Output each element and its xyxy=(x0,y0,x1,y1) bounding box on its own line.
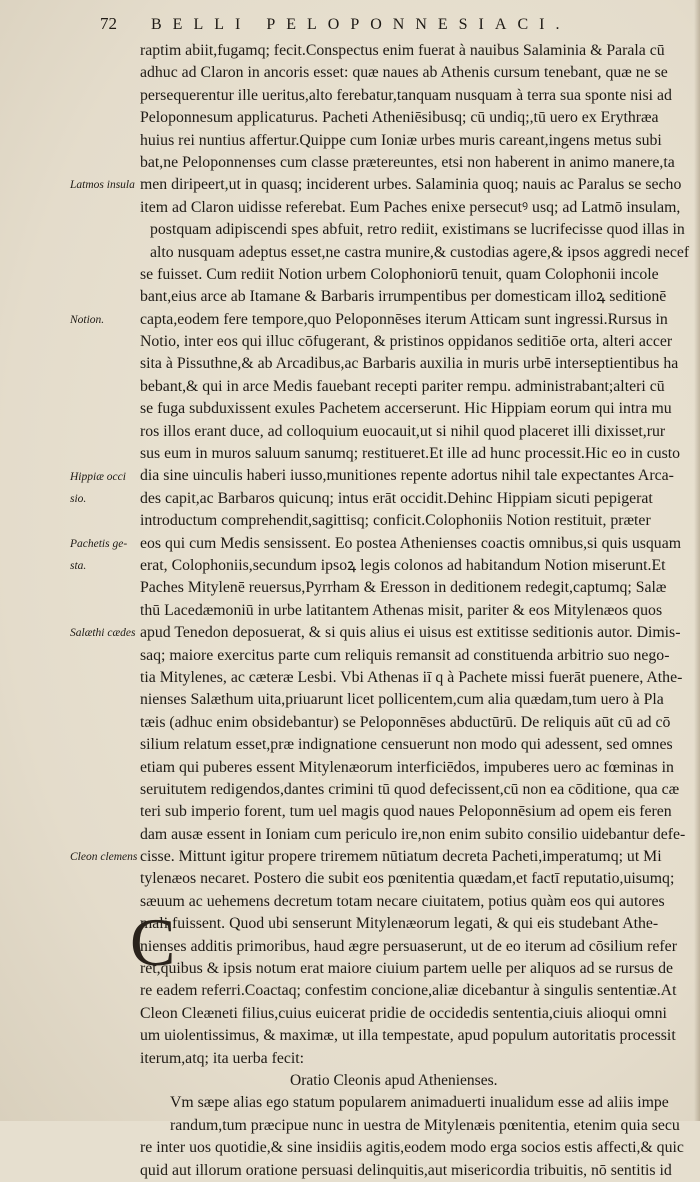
text-line: Notio, inter eos qui illuc cōfugerant, & pristinos oppidanos seditiōe orta, alteri accer xyxy=(140,333,673,351)
text-line: item ad Claron uidisse referebat. Eum Paches enixe persecutꝰ usq; ad Latmō insulam, xyxy=(140,198,681,216)
margin-note: Notion. xyxy=(70,313,105,326)
text-line: des capit,ac Barbaros quicunq; intus erāt occidit.Dehinc Hippiam sicuti pepigerat xyxy=(140,489,653,507)
text-line: um uiolentissimus, & maximæ, ut illa tempestate, apud populum autoritatis processit xyxy=(140,1027,676,1045)
margin-note: Pachetis ge- xyxy=(70,537,128,550)
text-line: etiam qui puberes essent Mitylenæorum interficiēdos, impuberes uero ac fœminas in xyxy=(140,758,674,776)
text-line: tæis (adhuc enim obsidebantur) se Peloponnēses abductūrū. De reliquis aūt cū ad cō xyxy=(140,713,671,731)
text-line: nienses Salæthum uita,priuarunt licet pollicentem,cum alia quædam,tum uero à Pla xyxy=(140,691,664,709)
text-line: men diripeert,ut in quasq; inciderent urbes. Salaminia quoq; nauis ac Paralus se secho xyxy=(140,176,682,194)
text-line: tylenæos necaret. Postero die subit eos pœnitentia quædam,et factī reputatio,uisumq; xyxy=(140,870,675,888)
text-line: se fuisset. Cum rediit Notion urbem Colophoniorū tenuit, quam Colophonii incole xyxy=(140,265,659,283)
text-line: thū Lacedæmoniū in urbe latitantem Athenas misit, pariter & eos Mitylenæos quos xyxy=(140,601,663,619)
text-line: dam ausæ essent in Ioniam cum periculo ire,non enim subito consilio uidebantur defe- xyxy=(140,825,686,843)
margin-notes xyxy=(0,0,140,1121)
margin-note: Hippiæ occi xyxy=(70,470,126,483)
text-line: Peloponnesum applicaturus. Pacheti Atheniēsibusq; cū undiq;,tū uero ex Erythræa xyxy=(140,109,659,127)
text-line: raptim abiit,fugamq; fecit.Conspectus enim fuerat à nauibus Salaminia & Parala cū xyxy=(140,42,665,59)
text-line: bat,ne Peloponnenses cum classe prætereuntes, etsi non haberent in animo manere,ta xyxy=(140,153,675,171)
text-line: introductum comprehendit,sagittisq; conficit.Colophoniis Notion restituit, præter xyxy=(140,512,651,530)
text-line: persequerentur ille ueritus,alto ferebatur,tanquam nusquam à terra sua sponte nisi ad xyxy=(140,86,672,104)
oration-line: randum,tum præcipue nunc in uestra de Mitylenæis pœnitentia, etenim quia secu xyxy=(170,1116,680,1134)
text-line: postquam adipiscendi spes abfuit, retro rediit, existimans se lucrifecisse quod illas in xyxy=(150,221,685,239)
text-line: re eadem referri.Coactaq; confestim concione,aliæ dicebantur à singulis sententiæ.At xyxy=(140,982,677,1000)
text-line: Cleon Cleæneti filius,cuius euicerat pridie de occidedis sententia,ciuis alioqui omni xyxy=(140,1004,667,1022)
text-line: alto nusquam adeptus esset,ne castra munire,& custodias agere,& ipsos aggredi necef xyxy=(150,243,690,261)
text-line: rēt,quibus & ipsis notum erat maiore ciuium partem uelle per aliquos ad se rursus de xyxy=(140,960,674,978)
text-line: nienses additis primoribus, haud ægre persuaserunt, ut de eo iterum ad cōsilium refer xyxy=(140,937,677,955)
margin-note: Cleon clemens xyxy=(70,851,138,864)
oration-title: Oratio Cleonis apud Athenienses. xyxy=(290,1071,498,1089)
text-line: silium relatum esset,præ indignatione censuerunt non modo qui adessent, sed omnes xyxy=(140,736,673,754)
text-line: bebant,& qui in arce Medis fauebant recepti pariter rempu. administrabant;alteri cū xyxy=(140,377,665,395)
text-line: capta,eodem fere tempore,quo Peloponnēses iterum Atticam sunt ingressi.Rursus in xyxy=(140,310,668,328)
margin-note: sio. xyxy=(70,493,87,505)
text-line: dia sine uinculis haberi iusso,munitiones repente adortus nihil tale expectantes Arca- xyxy=(140,467,674,485)
text-line: teri sub imperio forent, tum uel magis quod naues Peloponnēsium ad opem eis feren xyxy=(140,803,672,821)
text-line: Paches Mitylenē reuersus,Pyrrham & Eresson in deditionem redegit,captumq; Salæ xyxy=(140,579,667,597)
text-line: saq; maiore exercitus parte cum reliquis remansit ad constituenda arbitrio suo nego- xyxy=(140,646,670,664)
text-line: apud Tenedon deposuerat, & si quis alius ei uisus est extitisse seditionis autor. Dimis- xyxy=(140,624,681,642)
text-line: adhuc ad Claron in ancoris esset: quæ naues ab Athenis cursum tenebant, quæ ne se xyxy=(140,64,668,82)
text-line: sus eum in muros saluum sanumq; restitueret.Et ille ad hunc processit.Hic eo in custo xyxy=(140,445,681,463)
running-head: BELLI PELOPONNESIACI. xyxy=(151,16,571,33)
oration-line: re inter uos quotidie,& sine insidiis agitis,eodem modo erga socios estis affecti,& quic xyxy=(140,1139,684,1157)
oration-line: Vm sæpe alias ego statum popularem animaduerti inualidum esse ad aliis impe xyxy=(170,1094,669,1112)
margin-note: Salæthi cædes xyxy=(70,627,136,640)
text-line: sita à Pissuthne,& ab Arcadibus,ac Barbaris auxilia in muris urbē interseptientibus ha xyxy=(140,355,679,373)
page-edge xyxy=(694,0,700,1121)
page-header xyxy=(100,14,684,40)
text-line: seruitutem redigendos,dantes crimini tū quod defecissent,cū non ea cōditione, qua cæ xyxy=(140,780,680,798)
text-line: bant,eius arce ab Itamane & Barbaris irrumpentibus per domesticam illoꝝ seditionē xyxy=(140,288,667,306)
text-line: ros illos erant duce, ad colloquium euocauit,ut si nihil quod placeret illi dixisset,rur xyxy=(140,422,666,440)
text-line: cisse. Mittunt igitur propere triremem nūtiatum decreta Pacheti,imperatumq; ut Mi xyxy=(140,848,662,866)
text-line: mali fuissent. Quod ubi senserunt Mitylenæorum legati, & qui eis studebant Athe- xyxy=(140,915,659,933)
margin-note: sta. xyxy=(70,560,87,573)
text-line: iterum,atq; ita uerba fecit: xyxy=(140,1049,305,1067)
text-line: se fuga subduxissent exules Pachetem accerserunt. Hic Hippiam eorum qui intra mu xyxy=(140,400,672,418)
text-line: erat, Colophoniis,secundum ipsoꝝ legis colonos ad habitandum Notion miserunt.Et xyxy=(140,556,666,574)
main-text xyxy=(140,40,695,1182)
oration-line: quid aut illorum oratione persuasi delinquitis,aut misericordia tribuitis, nō sentitis id xyxy=(140,1161,672,1179)
margin-note: Latmos insula xyxy=(70,179,135,192)
text-line: sæuum ac uehemens decretum totam necare ciuitatem, potius quàm eos qui autores xyxy=(140,892,665,910)
text-line: huius rei nuntius affertur.Quippe cum Ioniæ urbes muris careant,ingens metus subi xyxy=(140,131,662,149)
text-line: eos qui cum Medis sensissent. Eo postea Athenienses coactis omnibus,si quis usquam xyxy=(140,534,681,552)
page-number: 72 xyxy=(100,14,117,33)
drop-cap: C xyxy=(130,904,176,980)
text-line: tia Mitylenes, ac cæteræ Lesbi. Vbi Athenas iī q à Pachete missi fuerāt puenere, Athe- xyxy=(140,668,683,686)
